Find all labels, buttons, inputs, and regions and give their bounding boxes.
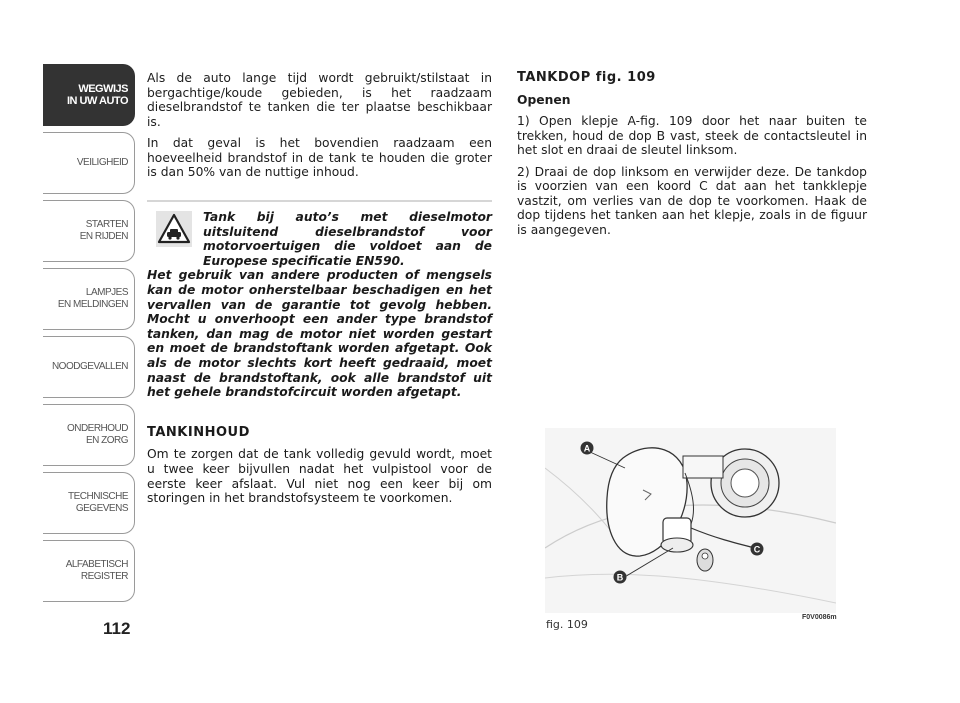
tab-register[interactable]: ALFABETISCH REGISTER — [43, 540, 135, 602]
tab-veiligheid[interactable]: VEILIGHEID — [43, 132, 135, 194]
tab-onderhoud[interactable]: ONDERHOUD EN ZORG — [43, 404, 135, 466]
paragraph: 1) Open klepje A-fig. 109 door het naar buiten te trekken, houd de dop B vast, steek de contactsleutel in het slot en draai de sleutel linksom. — [517, 114, 867, 157]
figure-caption: fig. 109 — [546, 618, 588, 631]
tab-noodgevallen[interactable]: NOODGEVALLEN — [43, 336, 135, 398]
paragraph: Als de auto lange tijd wordt gebruikt/stilstaat in bergachtige/koude gebieden, is het raadzaam dieselbrandstof te tanken die ter plaatse beschikbaar is. — [147, 71, 492, 129]
divider — [147, 200, 492, 202]
warning-body: Het gebruik van andere producten of mengsels kan de motor onherstelbaar beschadigen en het vervallen van de garantie tot gevolg hebben. Mocht u onverhoopt een ander type brandstof tanken, dan mag de motor niet worden gestart en moet de brandstoftank worden afgetapt. Ook als de motor slechts kort heeft gedraaid, moet naast de brandstoftank, ook alle brandstof uit het gehele brandstofcircuit worden afgetapt. — [147, 268, 492, 400]
section-heading: TANKINHOUD — [147, 424, 250, 440]
callout-c-label: C — [753, 544, 761, 555]
tab-wegwijs[interactable]: WEGWIJS IN UW AUTO — [43, 64, 135, 126]
right-column — [517, 71, 867, 244]
warning-head: Tank bij auto’s met dieselmotor uitsluitend dieselbrandstof voor motorvoertuigen die voldoet aan de Europese specificatie EN590. — [203, 210, 492, 268]
paragraph: In dat geval is het bovendien raadzaam een hoeveelheid brandstof in de tank te houden die groter is dan 50% van de nuttige inhoud. — [147, 136, 492, 179]
figure-code: F0V0086m — [802, 614, 837, 621]
paragraph: 2) Draai de dop linksom en verwijder deze. De tankdop is voorzien van een koord C dat aan het tankklepje vastzit, om verlies van de dop te voorkomen. Haak de dop tijdens het tanken aan het klepje, zoals in de figuur is aangegeven. — [517, 164, 867, 237]
warning-box — [147, 210, 492, 506]
paragraph: Om te zorgen dat de tank volledig gevuld wordt, moet u twee keer bijvullen nadat het vulpistool voor de eerste keer afslaat. Vul niet nog een keer bij om storingen in het brandstofsysteem te voorkomen. — [147, 447, 492, 506]
callout-a-label: A — [583, 443, 591, 454]
left-column — [147, 71, 492, 187]
tab-technische[interactable]: TECHNISCHE GEGEVENS — [43, 472, 135, 534]
tab-starten[interactable]: STARTEN EN RIJDEN — [43, 200, 135, 262]
callout-b-label: B — [616, 572, 624, 583]
section-heading: TANKDOP fig. 109 — [517, 70, 656, 85]
figure-fuel-cap — [545, 428, 836, 613]
sub-heading: Openen — [517, 92, 571, 107]
fuel-cap-illustration — [545, 428, 836, 613]
page-number: 112 — [103, 619, 131, 638]
tab-lampjes[interactable]: LAMPJES EN MELDINGEN — [43, 268, 135, 330]
